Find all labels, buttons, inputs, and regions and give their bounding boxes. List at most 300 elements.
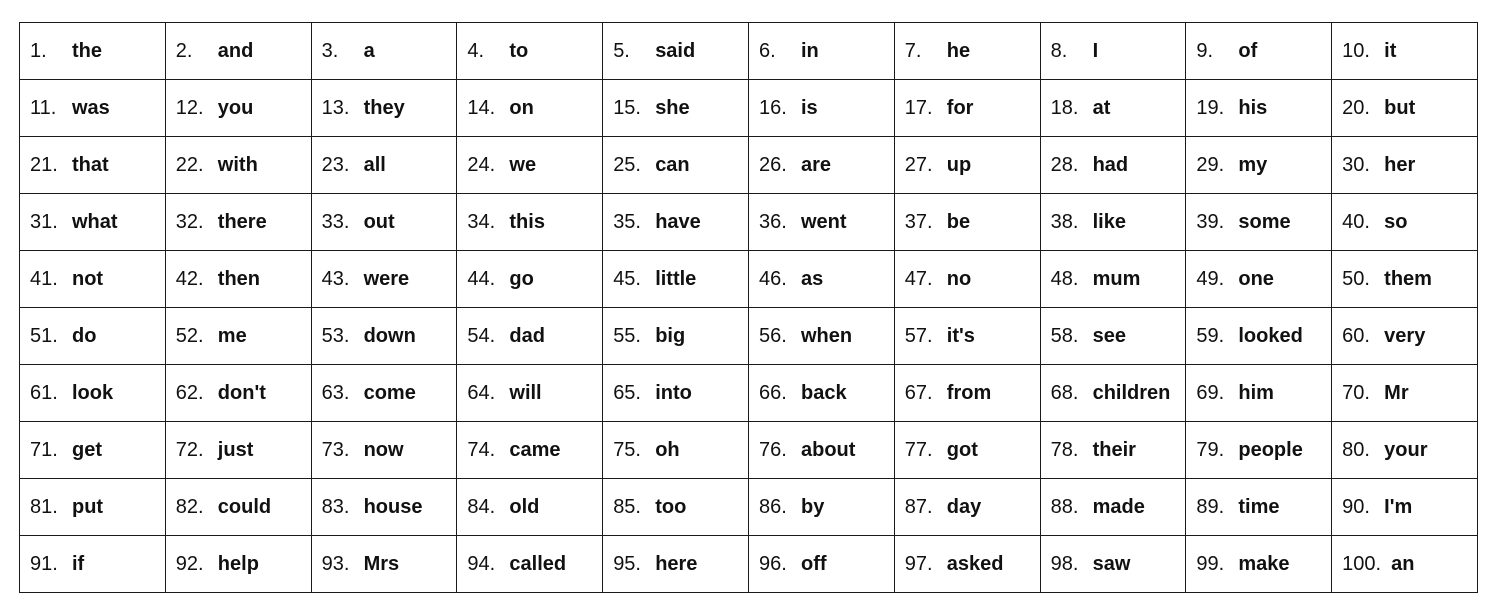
word-number: 16. bbox=[758, 97, 787, 119]
word-text: here bbox=[655, 553, 698, 575]
word-number: 90. bbox=[1342, 496, 1370, 518]
word-text: just bbox=[217, 439, 254, 461]
word-number: 21. bbox=[30, 154, 58, 176]
word-text: and bbox=[217, 40, 254, 62]
word-text: one bbox=[1238, 268, 1274, 290]
word-number: 63. bbox=[321, 382, 350, 404]
word-text: out bbox=[363, 211, 395, 233]
word-cell bbox=[457, 23, 603, 80]
word-cell bbox=[748, 422, 894, 479]
word-text: said bbox=[655, 40, 696, 62]
word-cell bbox=[894, 308, 1040, 365]
word-number: 26. bbox=[758, 154, 787, 176]
word-cell bbox=[603, 479, 749, 536]
word-number: 58. bbox=[1050, 325, 1079, 347]
word-cell bbox=[20, 137, 166, 194]
word-cell bbox=[311, 251, 457, 308]
word-text: mum bbox=[1092, 268, 1141, 290]
word-cell bbox=[311, 365, 457, 422]
word-text: down bbox=[363, 325, 416, 347]
word-number: 86. bbox=[758, 496, 787, 518]
word-text: Mr bbox=[1384, 382, 1409, 404]
word-cell bbox=[603, 194, 749, 251]
word-cell bbox=[165, 536, 311, 593]
word-cell bbox=[1040, 365, 1186, 422]
table-row bbox=[20, 536, 1478, 593]
word-text: dad bbox=[509, 325, 545, 347]
word-text: no bbox=[946, 268, 972, 290]
word-number: 73. bbox=[321, 439, 350, 461]
table-row bbox=[20, 251, 1478, 308]
word-text: her bbox=[1384, 154, 1416, 176]
word-number: 1. bbox=[30, 40, 47, 62]
word-text: house bbox=[363, 496, 423, 518]
word-text: go bbox=[509, 268, 534, 290]
table-row bbox=[20, 479, 1478, 536]
word-cell bbox=[311, 536, 457, 593]
word-cell bbox=[311, 422, 457, 479]
word-number: 6. bbox=[758, 40, 776, 62]
word-cell bbox=[1332, 137, 1478, 194]
word-text: my bbox=[1238, 154, 1268, 176]
word-text: too bbox=[655, 496, 687, 518]
word-number: 79. bbox=[1196, 439, 1225, 461]
word-number: 30. bbox=[1342, 154, 1370, 176]
word-cell bbox=[165, 308, 311, 365]
word-number: 99. bbox=[1196, 553, 1225, 575]
word-text: the bbox=[72, 40, 102, 62]
word-text: there bbox=[217, 211, 267, 233]
word-text: asked bbox=[946, 553, 1004, 575]
word-cell bbox=[1332, 23, 1478, 80]
word-number: 43. bbox=[321, 268, 350, 290]
word-cell bbox=[894, 536, 1040, 593]
word-text: be bbox=[946, 211, 971, 233]
word-cell bbox=[1186, 365, 1332, 422]
word-number: 22. bbox=[175, 154, 204, 176]
table-row bbox=[20, 308, 1478, 365]
word-text: don't bbox=[217, 382, 266, 404]
word-text: their bbox=[1092, 439, 1136, 461]
word-cell bbox=[603, 23, 749, 80]
word-text: help bbox=[217, 553, 259, 575]
word-cell bbox=[20, 479, 166, 536]
word-text: day bbox=[946, 496, 982, 518]
word-number: 11. bbox=[30, 97, 57, 119]
word-cell bbox=[1040, 479, 1186, 536]
word-number: 66. bbox=[758, 382, 787, 404]
word-text: will bbox=[509, 382, 542, 404]
word-cell bbox=[1186, 137, 1332, 194]
word-number: 4. bbox=[467, 40, 485, 62]
word-list-table bbox=[19, 22, 1478, 593]
word-text: little bbox=[655, 268, 697, 290]
word-cell bbox=[894, 194, 1040, 251]
word-cell bbox=[311, 308, 457, 365]
word-number: 97. bbox=[904, 553, 933, 575]
word-cell bbox=[1332, 479, 1478, 536]
word-cell bbox=[894, 251, 1040, 308]
word-number: 85. bbox=[613, 496, 641, 518]
table-row bbox=[20, 23, 1478, 80]
word-number: 57. bbox=[904, 325, 933, 347]
word-number: 23. bbox=[321, 154, 350, 176]
word-cell bbox=[748, 137, 894, 194]
word-number: 45. bbox=[613, 268, 641, 290]
word-text: back bbox=[800, 382, 847, 404]
word-text: of bbox=[1238, 40, 1258, 62]
word-number: 33. bbox=[321, 211, 350, 233]
word-cell bbox=[457, 137, 603, 194]
word-text: they bbox=[363, 97, 405, 119]
word-text: do bbox=[72, 325, 97, 347]
word-cell bbox=[1332, 422, 1478, 479]
word-text: on bbox=[509, 97, 534, 119]
word-number: 28. bbox=[1050, 154, 1079, 176]
word-number: 34. bbox=[467, 211, 496, 233]
word-text: very bbox=[1384, 325, 1426, 347]
word-text: were bbox=[363, 268, 410, 290]
word-number: 2. bbox=[175, 40, 193, 62]
word-text: some bbox=[1238, 211, 1291, 233]
word-number: 98. bbox=[1050, 553, 1079, 575]
word-cell bbox=[457, 479, 603, 536]
word-number: 56. bbox=[758, 325, 787, 347]
word-number: 40. bbox=[1342, 211, 1370, 233]
word-text: that bbox=[72, 154, 109, 176]
word-number: 39. bbox=[1196, 211, 1225, 233]
word-number: 48. bbox=[1050, 268, 1079, 290]
word-text: at bbox=[1092, 97, 1111, 119]
word-text: with bbox=[217, 154, 258, 176]
word-cell bbox=[457, 251, 603, 308]
word-text: off bbox=[800, 553, 827, 575]
word-text: looked bbox=[1238, 325, 1303, 347]
word-text: to bbox=[509, 40, 529, 62]
word-text: make bbox=[1238, 553, 1290, 575]
word-number: 95. bbox=[613, 553, 641, 575]
word-cell bbox=[748, 365, 894, 422]
word-text: children bbox=[1092, 382, 1171, 404]
word-text: was bbox=[72, 97, 110, 119]
word-number: 72. bbox=[175, 439, 204, 461]
word-number: 20. bbox=[1342, 97, 1370, 119]
word-text: for bbox=[946, 97, 974, 119]
word-number: 49. bbox=[1196, 268, 1225, 290]
word-number: 51. bbox=[30, 325, 58, 347]
word-cell bbox=[20, 194, 166, 251]
word-text: went bbox=[800, 211, 847, 233]
word-number: 93. bbox=[321, 553, 350, 575]
word-number: 17. bbox=[904, 97, 933, 119]
word-number: 50. bbox=[1342, 268, 1370, 290]
word-number: 52. bbox=[175, 325, 204, 347]
word-cell bbox=[603, 308, 749, 365]
word-number: 19. bbox=[1196, 97, 1225, 119]
word-cell bbox=[1040, 422, 1186, 479]
word-text: an bbox=[1391, 553, 1415, 575]
word-cell bbox=[1186, 80, 1332, 137]
word-text: time bbox=[1238, 496, 1280, 518]
word-text: came bbox=[509, 439, 561, 461]
word-cell bbox=[165, 80, 311, 137]
word-cell bbox=[165, 422, 311, 479]
word-cell bbox=[748, 194, 894, 251]
word-number: 31. bbox=[30, 211, 58, 233]
table-row bbox=[20, 365, 1478, 422]
word-number: 67. bbox=[904, 382, 933, 404]
word-cell bbox=[603, 137, 749, 194]
word-cell bbox=[603, 251, 749, 308]
word-text: him bbox=[1238, 382, 1274, 404]
word-text: like bbox=[1092, 211, 1126, 233]
word-cell bbox=[1186, 23, 1332, 80]
word-text: into bbox=[655, 382, 692, 404]
word-number: 77. bbox=[904, 439, 933, 461]
word-text: oh bbox=[655, 439, 680, 461]
word-number: 65. bbox=[613, 382, 641, 404]
word-cell bbox=[311, 137, 457, 194]
word-text: me bbox=[217, 325, 247, 347]
word-number: 62. bbox=[175, 382, 204, 404]
word-text: Mrs bbox=[363, 553, 400, 575]
word-cell bbox=[20, 308, 166, 365]
word-cell bbox=[1186, 194, 1332, 251]
word-text: can bbox=[655, 154, 690, 176]
word-cell bbox=[748, 251, 894, 308]
word-number: 96. bbox=[758, 553, 787, 575]
word-number: 3. bbox=[321, 40, 339, 62]
word-cell bbox=[457, 308, 603, 365]
word-number: 32. bbox=[175, 211, 204, 233]
word-number: 37. bbox=[904, 211, 933, 233]
word-cell bbox=[603, 536, 749, 593]
word-cell bbox=[748, 536, 894, 593]
word-cell bbox=[457, 536, 603, 593]
word-number: 14. bbox=[467, 97, 496, 119]
word-cell bbox=[1040, 23, 1186, 80]
word-text: made bbox=[1092, 496, 1145, 518]
word-number: 18. bbox=[1050, 97, 1079, 119]
word-text: come bbox=[363, 382, 416, 404]
word-text: people bbox=[1238, 439, 1303, 461]
word-number: 38. bbox=[1050, 211, 1079, 233]
word-number: 13. bbox=[321, 97, 350, 119]
word-cell bbox=[603, 422, 749, 479]
word-cell bbox=[457, 422, 603, 479]
word-cell bbox=[603, 80, 749, 137]
word-text: could bbox=[217, 496, 272, 518]
word-cell bbox=[894, 137, 1040, 194]
word-cell bbox=[748, 479, 894, 536]
word-number: 88. bbox=[1050, 496, 1079, 518]
word-text: she bbox=[655, 97, 690, 119]
word-text: a bbox=[363, 40, 375, 62]
word-number: 25. bbox=[613, 154, 641, 176]
word-text: have bbox=[655, 211, 701, 233]
word-text: I'm bbox=[1384, 496, 1413, 518]
word-number: 27. bbox=[904, 154, 933, 176]
word-text: he bbox=[946, 40, 971, 62]
word-text: you bbox=[217, 97, 254, 119]
word-text: all bbox=[363, 154, 386, 176]
word-number: 47. bbox=[904, 268, 933, 290]
word-cell bbox=[457, 194, 603, 251]
word-text: it's bbox=[946, 325, 975, 347]
word-cell bbox=[165, 251, 311, 308]
word-cell bbox=[1186, 251, 1332, 308]
word-number: 8. bbox=[1050, 40, 1068, 62]
word-number: 35. bbox=[613, 211, 641, 233]
word-cell bbox=[1186, 308, 1332, 365]
word-text: in bbox=[800, 40, 819, 62]
word-number: 92. bbox=[175, 553, 204, 575]
word-list-body bbox=[20, 23, 1478, 593]
word-text: called bbox=[509, 553, 567, 575]
word-cell bbox=[1332, 80, 1478, 137]
word-number: 80. bbox=[1342, 439, 1370, 461]
word-cell bbox=[311, 80, 457, 137]
word-cell bbox=[311, 23, 457, 80]
word-number: 5. bbox=[613, 40, 630, 62]
word-number: 15. bbox=[613, 97, 641, 119]
word-cell bbox=[748, 23, 894, 80]
word-cell bbox=[457, 80, 603, 137]
word-number: 75. bbox=[613, 439, 641, 461]
word-cell bbox=[1040, 536, 1186, 593]
word-cell bbox=[1040, 137, 1186, 194]
word-cell bbox=[894, 23, 1040, 80]
word-number: 24. bbox=[467, 154, 496, 176]
word-number: 9. bbox=[1196, 40, 1214, 62]
table-row bbox=[20, 422, 1478, 479]
word-cell bbox=[1186, 536, 1332, 593]
word-number: 76. bbox=[758, 439, 787, 461]
word-cell bbox=[20, 251, 166, 308]
word-number: 78. bbox=[1050, 439, 1079, 461]
word-text: get bbox=[72, 439, 102, 461]
word-text: look bbox=[72, 382, 114, 404]
word-cell bbox=[165, 479, 311, 536]
word-text: see bbox=[1092, 325, 1126, 347]
word-cell bbox=[20, 365, 166, 422]
word-text: saw bbox=[1092, 553, 1131, 575]
word-cell bbox=[20, 536, 166, 593]
word-cell bbox=[1040, 308, 1186, 365]
word-cell bbox=[1332, 194, 1478, 251]
word-cell bbox=[748, 308, 894, 365]
word-cell bbox=[1186, 422, 1332, 479]
word-number: 53. bbox=[321, 325, 350, 347]
word-cell bbox=[165, 194, 311, 251]
word-cell bbox=[1332, 536, 1478, 593]
word-number: 7. bbox=[904, 40, 922, 62]
word-number: 36. bbox=[758, 211, 787, 233]
word-text: then bbox=[217, 268, 261, 290]
word-number: 64. bbox=[467, 382, 496, 404]
word-number: 84. bbox=[467, 496, 496, 518]
word-number: 94. bbox=[467, 553, 496, 575]
word-number: 87. bbox=[904, 496, 933, 518]
word-cell bbox=[1186, 479, 1332, 536]
word-cell bbox=[748, 80, 894, 137]
word-number: 81. bbox=[30, 496, 58, 518]
word-number: 61. bbox=[30, 382, 58, 404]
word-cell bbox=[603, 365, 749, 422]
word-text: old bbox=[509, 496, 540, 518]
word-number: 46. bbox=[758, 268, 787, 290]
word-cell bbox=[1040, 80, 1186, 137]
word-text: your bbox=[1384, 439, 1428, 461]
word-number: 91. bbox=[30, 553, 58, 575]
word-text: them bbox=[1384, 268, 1432, 290]
word-cell bbox=[1040, 251, 1186, 308]
word-number: 12. bbox=[175, 97, 204, 119]
word-cell bbox=[165, 365, 311, 422]
word-text: put bbox=[72, 496, 104, 518]
word-text: if bbox=[72, 553, 85, 575]
word-text: this bbox=[509, 211, 545, 233]
word-cell bbox=[894, 80, 1040, 137]
word-text: when bbox=[800, 325, 853, 347]
word-number: 59. bbox=[1196, 325, 1225, 347]
word-text: now bbox=[363, 439, 404, 461]
word-number: 54. bbox=[467, 325, 496, 347]
word-text: up bbox=[946, 154, 972, 176]
word-cell bbox=[1332, 308, 1478, 365]
word-number: 89. bbox=[1196, 496, 1225, 518]
word-number: 69. bbox=[1196, 382, 1225, 404]
word-number: 71. bbox=[30, 439, 58, 461]
word-cell bbox=[311, 194, 457, 251]
word-cell bbox=[20, 80, 166, 137]
word-number: 41. bbox=[30, 268, 58, 290]
word-number: 42. bbox=[175, 268, 204, 290]
word-text: had bbox=[1092, 154, 1129, 176]
word-cell bbox=[20, 23, 166, 80]
word-text: what bbox=[72, 211, 118, 233]
word-number: 100. bbox=[1342, 553, 1382, 575]
word-cell bbox=[457, 365, 603, 422]
word-text: I bbox=[1092, 40, 1099, 62]
word-text: by bbox=[800, 496, 825, 518]
word-text: from bbox=[946, 382, 992, 404]
table-row bbox=[20, 80, 1478, 137]
word-text: about bbox=[800, 439, 856, 461]
word-text: are bbox=[800, 154, 832, 176]
word-number: 68. bbox=[1050, 382, 1079, 404]
word-number: 55. bbox=[613, 325, 641, 347]
word-cell bbox=[894, 479, 1040, 536]
word-text: got bbox=[946, 439, 978, 461]
word-number: 44. bbox=[467, 268, 496, 290]
word-cell bbox=[894, 365, 1040, 422]
word-text: is bbox=[800, 97, 818, 119]
word-text: as bbox=[800, 268, 824, 290]
word-text: so bbox=[1384, 211, 1408, 233]
word-number: 74. bbox=[467, 439, 496, 461]
word-number: 82. bbox=[175, 496, 204, 518]
word-number: 83. bbox=[321, 496, 350, 518]
word-number: 29. bbox=[1196, 154, 1225, 176]
word-cell bbox=[165, 23, 311, 80]
word-text: we bbox=[509, 154, 537, 176]
word-text: but bbox=[1384, 97, 1416, 119]
word-number: 60. bbox=[1342, 325, 1370, 347]
word-text: his bbox=[1238, 97, 1268, 119]
word-text: it bbox=[1384, 40, 1397, 62]
table-row bbox=[20, 194, 1478, 251]
